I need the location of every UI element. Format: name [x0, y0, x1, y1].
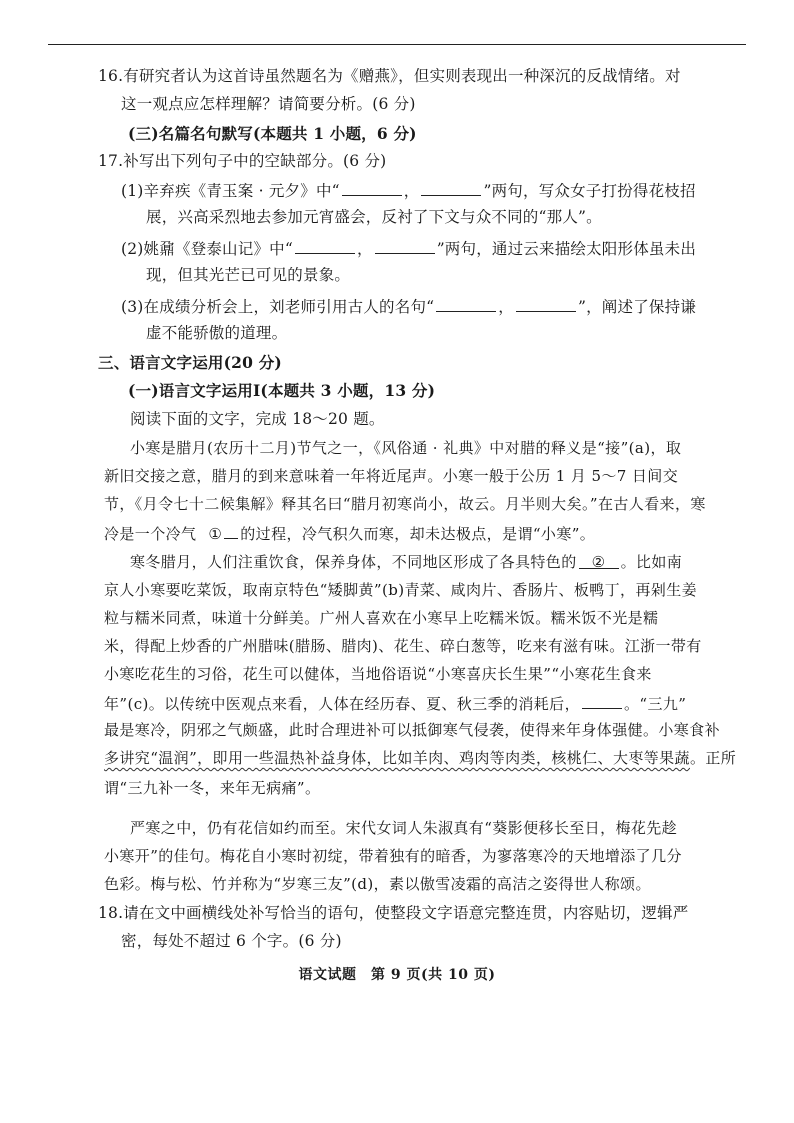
reading-instruction: 阅读下面的文字，完成 18～20 题。 [130, 410, 385, 428]
q17-item3-text-b: ”，阐述了保持谦 [577, 298, 697, 316]
answer-blank[interactable] [436, 295, 496, 312]
q17-item2-text-b: ”两句，通过云来描绘太阳形体虽未出 [436, 240, 697, 258]
passage-p2-line5: 小寒吃花生的习俗，花生可以健体，当地俗语说“小寒喜庆长生果”“小寒花生食来 [104, 665, 652, 683]
passage-p2-line2: 京人小寒要吃菜饭，取南京特色“矮脚黄”(b)青菜、咸肉片、香肠片、板鸭丁，再剁生姜 [104, 581, 698, 599]
part-three-title: 三、语言文字运用(20 分) [98, 353, 282, 372]
q18-line1: 18.请在文中画横线处补写恰当的语句，使整段文字语意完整连贯，内容贴切，逻辑严 [98, 904, 689, 922]
passage-p1-line4 [104, 522, 595, 544]
answer-blank[interactable] [295, 237, 355, 254]
passage-p1-line2: 新旧交接之意，腊月的到来意味着一年将近尾声。小寒一般于公历 1 月 5～7 日间交 [104, 467, 679, 485]
q17-item1-text-a: (1)辛弃疾《青玉案 · 元夕》中“ [121, 182, 340, 200]
page-footer: 语文试题 第 9 页(共 10 页) [298, 967, 496, 983]
passage-p3-line2: 小寒开”的佳句。梅花自小寒时初绽，带着独有的暗香，为寥落寒冷的天地增添了几分 [104, 847, 682, 865]
passage-text: 寒冬腊月，人们注重饮食，保养身体，不同地区形成了各具特色的 [130, 553, 577, 571]
answer-blank[interactable] [421, 179, 481, 196]
passage-p3-line1: 严寒之中，仍有花信如约而至。宋代女词人朱淑真有“葵影便移长至日，梅花先趁 [130, 819, 678, 837]
passage-p3-line3: 色彩。梅与松、竹并称为“岁寒三友”(d)，素以傲雪凌霜的高洁之姿得世人称颂。 [104, 875, 651, 893]
answer-blank[interactable] [375, 237, 435, 254]
q17-item2-line1 [121, 237, 696, 259]
q17-item1-line2: 展，兴高采烈地去参加元宵盛会，反衬了下文与众不同的“那人”。 [146, 208, 602, 226]
passage-p2-line4: 米，得配上炒香的广州腊味(腊肠、腊肉)、花生、碎白葱等，吃来有滋有味。江浙一带有 [104, 637, 702, 655]
header-rule [48, 44, 746, 45]
q17-stem: 17.补写出下列句子中的空缺部分。(6 分) [98, 152, 387, 170]
passage-text: 。“三九” [623, 695, 687, 713]
q17-item2-line2: 现，但其光芒已可见的景象。 [146, 266, 351, 284]
passage-text: 年”(c)。以传统中医观点来看，人体在经历春、夏、秋三季的消耗后， [104, 695, 580, 713]
q17-item1-comma: ， [403, 182, 420, 200]
q16-line2: 这一观点应怎样理解？请简要分析。(6 分) [121, 95, 416, 113]
q17-item1-text-b: ”两句，写众女子打扮得花枝招 [483, 182, 696, 200]
passage-p2-line6 [104, 692, 686, 714]
blank-marker-2: ② [591, 553, 606, 571]
q18-line2: 密，每处不超过 6 个字。(6 分) [121, 932, 342, 950]
passage-p2-line7: 最是寒冷，阴邪之气颇盛，此时合理进补可以抵御寒气侵袭，使得来年身体强健。小寒食补 [104, 721, 721, 739]
q17-item1-line1 [121, 179, 696, 201]
passage-text: 。比如南 [620, 553, 683, 571]
section-heading-yuyan: (一)语言文字运用Ⅰ(本题共 3 小题，13 分) [128, 381, 436, 400]
q17-item3-line1 [121, 295, 696, 317]
answer-blank[interactable] [224, 522, 238, 539]
passage-text: 。正所 [689, 749, 737, 767]
passage-text: 冷是一个冷气 [104, 525, 197, 543]
passage-p2-line8 [104, 748, 736, 768]
passage-text: 的过程，冷气积久而寒，却未达极点，是谓“小寒”。 [240, 525, 596, 543]
answer-blank[interactable] [342, 179, 402, 196]
passage-p1-line1: 小寒是腊月(农历十二月)节气之一，《风俗通 · 礼典》中对腊的释义是“接”(a)，取 [130, 439, 682, 457]
section-heading-mingpian: (三)名篇名句默写(本题共 1 小题，6 分) [128, 124, 417, 143]
passage-p1-line3: 节，《月令七十二候集解》释其名曰“腊月初寒尚小，故云。月半则大矣。”在古人看来，寒 [104, 495, 706, 513]
q17-item2-comma: ， [356, 240, 373, 258]
answer-blank[interactable] [579, 552, 619, 569]
answer-blank[interactable] [582, 692, 622, 709]
wavy-underlined-sentence: 多讲究“温润”，即用一些温热补益身体，比如羊肉、鸡肉等肉类，核桃仁、大枣等果蔬 [104, 749, 690, 767]
answer-blank[interactable] [516, 295, 576, 312]
q17-item3-line2: 虚不能骄傲的道理。 [146, 324, 288, 342]
passage-p2-line3: 粒与糯米同煮，味道十分鲜美。广州人喜欢在小寒早上吃糯米饭。糯米饭不光是糯 [104, 609, 659, 627]
passage-p2-line1 [130, 552, 682, 572]
blank-marker-1: ① [208, 525, 223, 543]
passage-p2-line9: 谓“三九补一冬，来年无病痛”。 [104, 779, 321, 797]
q17-item3-text-a: (3)在成绩分析会上，刘老师引用古人的名句“ [121, 298, 435, 316]
q17-item2-text-a: (2)姚鼐《登泰山记》中“ [121, 240, 293, 258]
q17-item3-comma: ， [498, 298, 514, 316]
q16-line1: 16.有研究者认为这首诗虽然题名为《赠燕》，但实则表现出一种深沉的反战情绪。对 [98, 67, 681, 85]
